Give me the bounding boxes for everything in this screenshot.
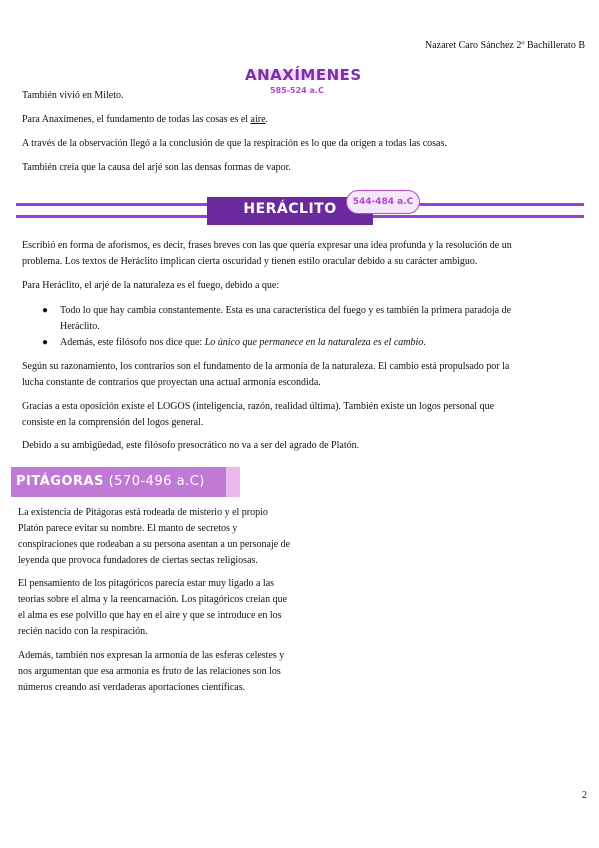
paragraph (22, 359, 509, 391)
page-number: 2 (582, 790, 587, 801)
text-line: La existencia de Pitágoras está rodeada de misterio y el propio (18, 507, 268, 518)
text-line: Platón parece evitar su nombre. El manto de secretos y (18, 523, 238, 534)
section-title-pitagoras (16, 474, 205, 489)
section-title-heraclito: HERÁCLITO (243, 201, 337, 217)
text-line: El pensamiento de los pitagóricos parecía estar muy ligado a las (18, 578, 275, 589)
header-author: Nazaret Caro Sánchez 2º Bachillerato B (425, 40, 585, 51)
text-line: conspiraciones que rodeaban a su persona asentan a un personaje de (18, 539, 291, 550)
text: Además, este filósofo nos dice que: (60, 337, 205, 348)
text: . (265, 114, 269, 125)
paragraph (18, 505, 290, 569)
section-title-anaximenes: ANAXÍMENES (245, 66, 362, 84)
paragraph (18, 648, 284, 696)
text-line: recién nacido con la respiración. (18, 626, 148, 637)
quote: Lo único que permanece en la naturaleza es el cambio (204, 337, 424, 348)
section-dates-anaximenes: 585-524 a.C (270, 86, 324, 95)
underlined-word: aire (250, 114, 266, 125)
text-line: nos argumentan que esa armonía es fruto de las relaciones son los (18, 666, 281, 677)
bullet-icon: ● (42, 305, 49, 316)
text-line: lucha constante de contrarios que proyectan una actual armonía escondida. (22, 377, 321, 388)
text-line: números creando así verdaderas aportaciones científicas. (18, 682, 246, 693)
bullet-icon: ● (42, 337, 49, 348)
banner-stripe (16, 203, 207, 206)
bullet-list (40, 303, 511, 351)
text: Para Anaxímenes, el fundamento de todas las cosas es el (22, 114, 251, 125)
text-line: Además, también nos expresan la armonía de las esferas celestes y (18, 650, 285, 661)
text-line: Gracias a esta oposición existe el LOGOS (inteligencia, razón, realidad última). También existe un logos personal que (22, 401, 495, 412)
text-line: Todo lo que hay cambia constantemente. Esta es una característica del fuego y es también la primera paradoja de (60, 305, 512, 316)
banner-stripe (373, 215, 584, 218)
banner-stripe (16, 215, 207, 218)
list-item (40, 335, 511, 351)
title-text: PITÁGORAS (16, 474, 104, 489)
text-line: Según su razonamiento, los contrarios son el fundamento de la armonía de la naturaleza. El cambio está propulsado por la (22, 361, 510, 372)
paragraph (22, 112, 268, 128)
paragraph (22, 238, 512, 270)
list-item (40, 303, 511, 335)
text-line: Heráclito. (60, 321, 100, 332)
paragraph: También vivió en Mileto. (22, 90, 124, 101)
paragraph: Debido a su ambigüedad, este filósofo presocrático no va a ser del agrado de Platón. (22, 440, 360, 451)
paragraph: A través de la observación llegó a la conclusión de que la respiración es lo que da origen a todas las cosas. (22, 138, 447, 149)
text-line: teorías sobre el alma y la reencarnación. Los pitagóricos creían que (18, 594, 288, 605)
text-line: Escribió en forma de aforismos, es decir, frases breves con las que quería expresar una idea profunda y la resolución de un (22, 240, 512, 251)
text-line: problema. Los textos de Heráclito implican cierta oscuridad y tienen estilo oracular debido a su carácter ambiguo. (22, 256, 478, 267)
text-line: leyenda que provoca fundadores de ciertas sectas religiosas. (18, 555, 258, 566)
paragraph: También creía que la causa del arjé son las densas formas de vapor. (22, 162, 291, 173)
text: . (423, 337, 426, 348)
section-dates-heraclito: 544-484 a.C (346, 190, 420, 214)
text-line: el alma es ese polvillo que hay en el aire y que se introduce en los (18, 610, 282, 621)
paragraph (18, 576, 287, 640)
paragraph (22, 399, 494, 431)
paragraph: Para Heráclito, el arjé de la naturaleza es el fuego, debido a que: (22, 280, 280, 291)
title-dates: (570-496 a.C) (108, 474, 205, 489)
text-line: consiste en la comprensión del logos general. (22, 417, 204, 428)
